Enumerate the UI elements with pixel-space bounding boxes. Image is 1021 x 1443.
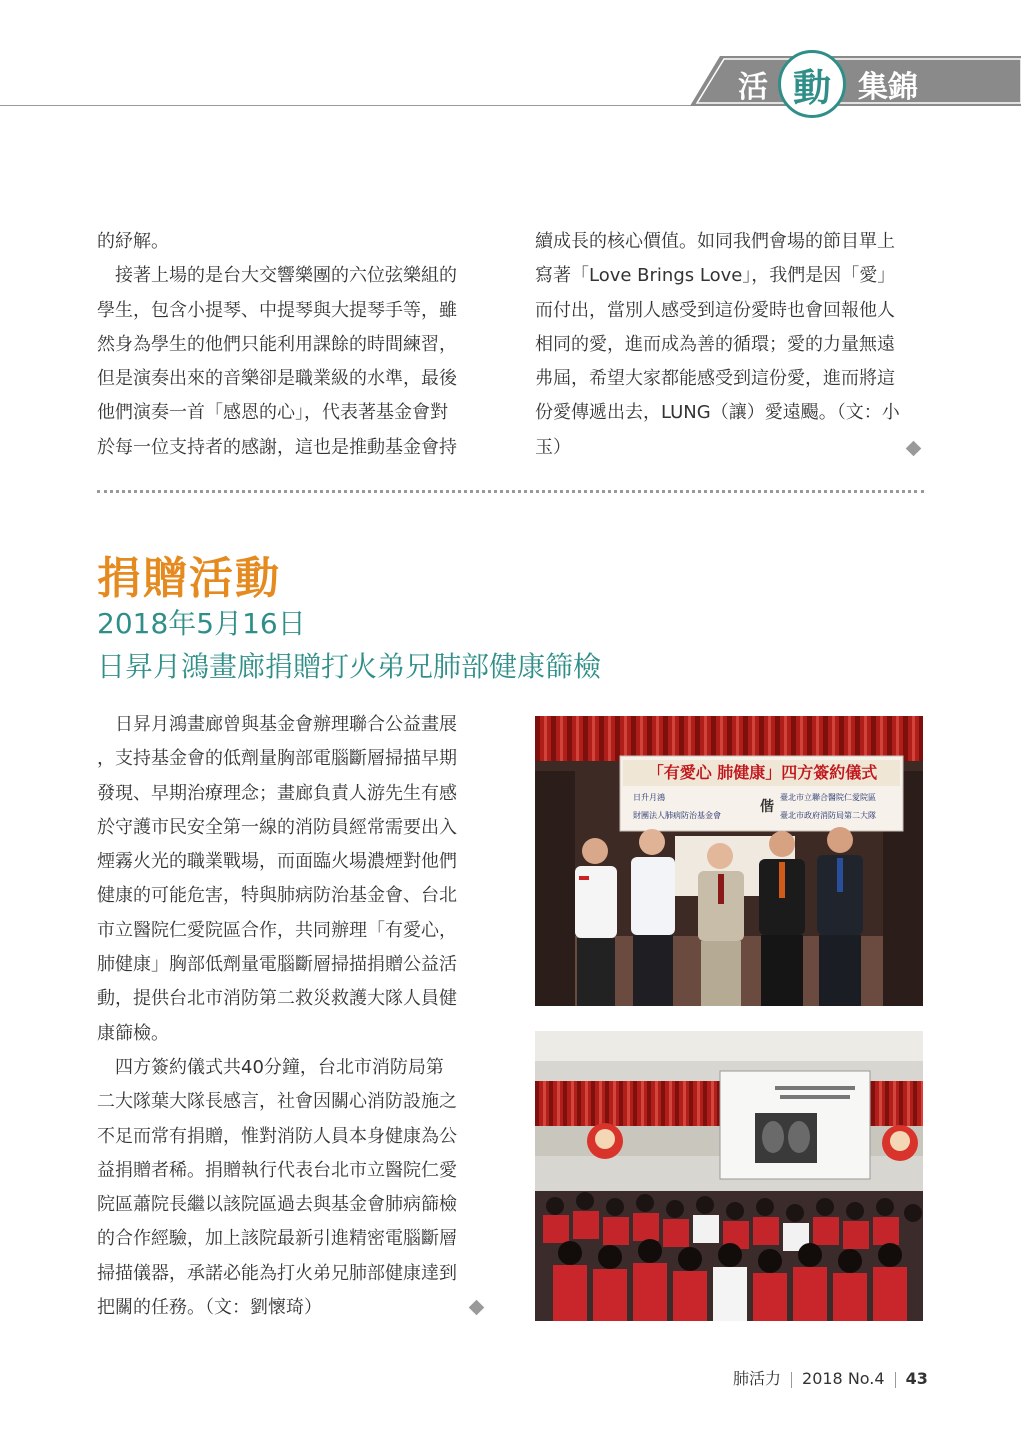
text-line: 動，提供台北市消防第二救災救護大隊人員健 [97, 988, 457, 1010]
text-line: 弗屆，希望大家都能感受到這份愛，進而將這 [535, 368, 895, 390]
text-line: 但是演奏出來的音樂卻是職業級的水準，最後 [97, 368, 457, 390]
text-line: 市立醫院仁愛院區合作，共同辦理「有愛心， [97, 919, 457, 941]
text-line: 寫著「Love Brings Love」，我們是因「愛」 [535, 265, 896, 287]
header-char-2: 動 [792, 65, 831, 110]
top-right-column [535, 225, 900, 465]
page-footer [733, 1366, 928, 1389]
header-char-1: 活 [738, 70, 768, 105]
text-line: 煙霧火光的職業戰場，而面臨火場濃煙對他們 [97, 851, 457, 873]
top-left-column [97, 225, 457, 465]
banner-org-2: 財團法人肺病防治基金會 [633, 811, 721, 820]
text-line: 相同的愛，進而成為善的循環；愛的力量無遠 [535, 333, 895, 355]
text-line: 學生，包含小提琴、中提琴與大提琴手等，雖 [97, 299, 457, 321]
text-line: 續成長的核心價值。如同我們會場的節目單上 [535, 231, 895, 252]
end-mark-icon [906, 441, 922, 457]
banner-org-4: 臺北市政府消防局第二大隊 [780, 811, 876, 820]
header-rule [0, 105, 700, 106]
text-line: 二大隊葉大隊長感言，社會因關心消防設施之 [97, 1091, 457, 1113]
section-title: 捐贈活動 [97, 553, 281, 604]
text-line: 於每一位支持者的感謝，這也是推動基金會持 [97, 436, 457, 458]
text-line: 掃描儀器，承諾必能為打火弟兄肺部健康達到 [97, 1262, 457, 1284]
text-line: 日昇月鴻畫廊曾與基金會辦理聯合公益畫展 [97, 714, 457, 735]
text-line: 而付出，當別人感受到這份愛時也會回報他人 [535, 299, 895, 321]
text-line: 把關的任務。（文：劉懷琦） [97, 1297, 322, 1319]
issue-number: 2018 No.4 [802, 1369, 885, 1388]
text-line: 接著上場的是台大交響樂團的六位弦樂組的 [97, 265, 457, 287]
text-line: 肺健康」胸部低劑量電腦斷層掃描捐贈公益活 [97, 954, 457, 976]
text-line: 發現、早期治療理念；畫廊負責人游先生有感 [97, 782, 457, 804]
text-line: 玉） [535, 436, 571, 458]
banner-joint-mark: 偕 [760, 799, 774, 815]
page-number: 43 [905, 1369, 928, 1388]
end-mark-icon [469, 1300, 485, 1316]
text-line: 康篩檢。 [97, 1022, 169, 1044]
text-line: 份愛傳遞出去，LUNG（讓）愛遠颺。（文：小 [535, 402, 900, 424]
magazine-name: 肺活力 [733, 1369, 782, 1388]
article-body [97, 708, 457, 1325]
lecture-audience-photo [535, 1031, 923, 1321]
banner-title: 「有愛心 肺健康」四方簽約儀式 [647, 763, 878, 782]
signing-ceremony-photo [535, 716, 923, 1006]
text-line: 於守護市民安全第一線的消防員經常需要出入 [97, 816, 457, 838]
footer-separator [895, 1372, 896, 1388]
banner-org-1: 日升月鴻 [633, 793, 665, 802]
text-line: 益捐贈者稀。捐贈執行代表台北市立醫院仁愛 [97, 1159, 457, 1181]
text-line: 健康的可能危害，特與肺病防治基金會、台北 [97, 885, 457, 907]
text-line: 不足而常有捐贈，惟對消防人員本身健康為公 [97, 1125, 457, 1147]
footer-separator [791, 1372, 792, 1388]
banner-org-3: 臺北市立聯合醫院仁愛院區 [780, 793, 876, 802]
text-line: 的合作經驗，加上該院最新引進精密電腦斷層 [97, 1228, 457, 1250]
header-char-3: 集錦 [858, 70, 918, 105]
section-date: 2018年5月16日 [97, 607, 306, 640]
text-line: 的紓解。 [97, 231, 169, 252]
text-line: 他們演奏一首「感恩的心」，代表著基金會對 [97, 402, 448, 424]
text-line: ，支持基金會的低劑量胸部電腦斷層掃描早期 [97, 748, 457, 770]
header-circle [778, 50, 846, 118]
text-line: 然身為學生的他們只能利用課餘的時間練習， [97, 333, 457, 355]
section-subtitle: 日昇月鴻畫廊捐贈打火弟兄肺部健康篩檢 [97, 650, 602, 683]
text-line: 院區蕭院長繼以該院區過去與基金會肺病篩檢 [97, 1194, 457, 1216]
section-divider [97, 490, 924, 493]
text-line: 四方簽約儀式共40分鐘，台北市消防局第 [97, 1056, 444, 1078]
